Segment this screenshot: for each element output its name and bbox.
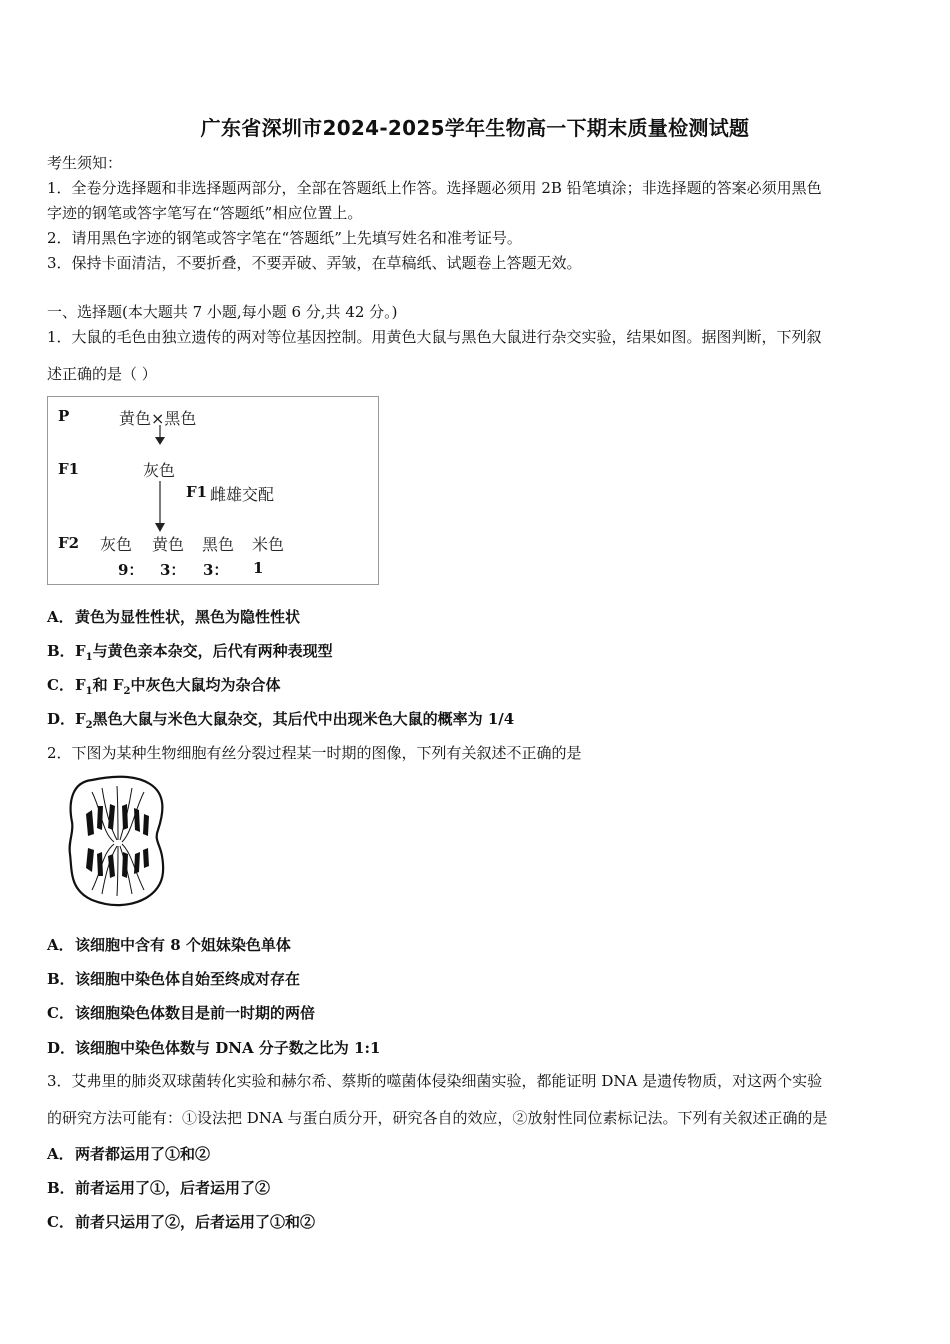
option-subscript: 2 [123,686,131,697]
q1-option-a[interactable] [47,606,300,627]
notice-line-1b: 字迹的钢笔或答字笔写在“答题纸”相应位置上。 [47,204,363,222]
q2-option-d[interactable] [47,1037,380,1058]
page-title: 广东省深圳市2024-2025学年生物高一下期末质量检测试题 [200,116,750,140]
option-text: 与黄色亲本杂交，后代有两种表现型 [92,642,333,660]
f2-label: F2 [58,534,80,552]
f2-ratio: 3： [203,561,229,579]
option-label: B． [47,642,75,660]
mitosis-cell-figure [62,772,172,910]
option-label: C． [47,1004,74,1022]
option-label: B． [47,970,75,988]
option-prefix: F [75,710,86,728]
option-label: C． [47,676,74,694]
p-label: P [58,407,70,425]
option-label: D． [47,1039,76,1057]
option-label: C． [47,1213,74,1231]
option-label: A． [47,1145,74,1163]
section-heading: 一、选择题(本大题共 7 小题,每小题 6 分,共 42 分。) [47,303,398,321]
f1-mate-text: 雌雄交配 [210,485,275,504]
q3-stem-line-1: 3．艾弗里的肺炎双球菌转化实验和赫尔希、蔡斯的噬菌体侵染细菌实验，都能证明 DNA 是遗传物质，对这两个实验 [47,1072,823,1090]
option-label: B． [47,1179,75,1197]
option-mid: 和 F [92,676,124,694]
f2-ratio: 3： [160,561,186,579]
f2-phenotype: 灰色 [100,535,133,554]
option-text: 两者都运用了①和② [75,1145,211,1163]
f1-mate-label: F1 [186,483,208,501]
genetics-cross-diagram [47,396,379,585]
q3-option-c[interactable] [47,1211,315,1232]
q2-option-a[interactable] [47,934,291,955]
option-label: A． [47,936,74,954]
f2-phenotype: 黄色 [152,535,185,554]
option-text: 前者运用了①，后者运用了② [75,1179,271,1197]
q3-stem-line-2: 的研究方法可能有：①设法把 DNA 与蛋白质分开，研究各自的效应，②放射性同位素标记法。下列有关叙述正确的是 [47,1109,828,1127]
q2-option-c[interactable] [47,1002,315,1023]
option-subscript: 1 [85,652,93,663]
f1-phenotype: 灰色 [143,461,176,480]
option-subscript: 2 [85,720,93,731]
q3-option-a[interactable] [47,1143,210,1164]
notice-line-1: 1．全卷分选择题和非选择题两部分，全部在答题纸上作答。选择题必须用 2B 铅笔填涂；非选择题的答案必须用黑色 [47,179,822,197]
option-text: 该细胞中染色体自始至终成对存在 [75,970,301,988]
option-prefix: F [75,642,86,660]
option-subscript: 1 [85,686,93,697]
q2-stem: 2．下图为某种生物细胞有丝分裂过程某一时期的图像，下列有关叙述不正确的是 [47,744,582,762]
f2-phenotype: 米色 [252,535,285,554]
q1-option-b[interactable] [47,640,333,663]
option-prefix: F [75,676,86,694]
f2-ratio: 1 [253,559,264,577]
f2-ratio: 9： [118,561,144,579]
option-text: 前者只运用了②，后者运用了①和② [75,1213,316,1231]
f1-label: F1 [58,460,80,478]
notice-line-3: 3．保持卡面清洁，不要折叠，不要弄破、弄皱，在草稿纸、试题卷上答题无效。 [47,254,582,272]
p-cross-text: 黄色×黑色 [119,409,197,428]
q1-stem-line-1: 1．大鼠的毛色由独立遗传的两对等位基因控制。用黄色大鼠与黑色大鼠进行杂交实验，结果如图。据图判断，下列叙 [47,328,822,346]
option-text: 该细胞染色体数目是前一时期的两倍 [75,1004,316,1022]
q1-option-c[interactable] [47,674,280,697]
option-text: 黑色大鼠与米色大鼠杂交，其后代中出现米色大鼠的概率为 1/4 [92,710,515,728]
f2-phenotype: 黑色 [202,535,235,554]
option-label: A． [47,608,74,626]
q1-option-d[interactable] [47,708,514,731]
option-text: 该细胞中含有 8 个姐妹染色单体 [75,936,291,954]
q2-option-b[interactable] [47,968,300,989]
notice-line-2: 2．请用黑色字迹的钢笔或答字笔在“答题纸”上先填写姓名和准考证号。 [47,229,522,247]
option-text: 黄色为显性性状，黑色为隐性性状 [75,608,301,626]
option-text: 中灰色大鼠均为杂合体 [130,676,281,694]
option-label: D． [47,710,76,728]
option-text: 该细胞中染色体数与 DNA 分子数之比为 1:1 [75,1039,381,1057]
q3-option-b[interactable] [47,1177,270,1198]
notice-heading: 考生须知： [47,154,123,172]
q1-stem-line-2: 述正确的是（ ） [47,365,157,383]
